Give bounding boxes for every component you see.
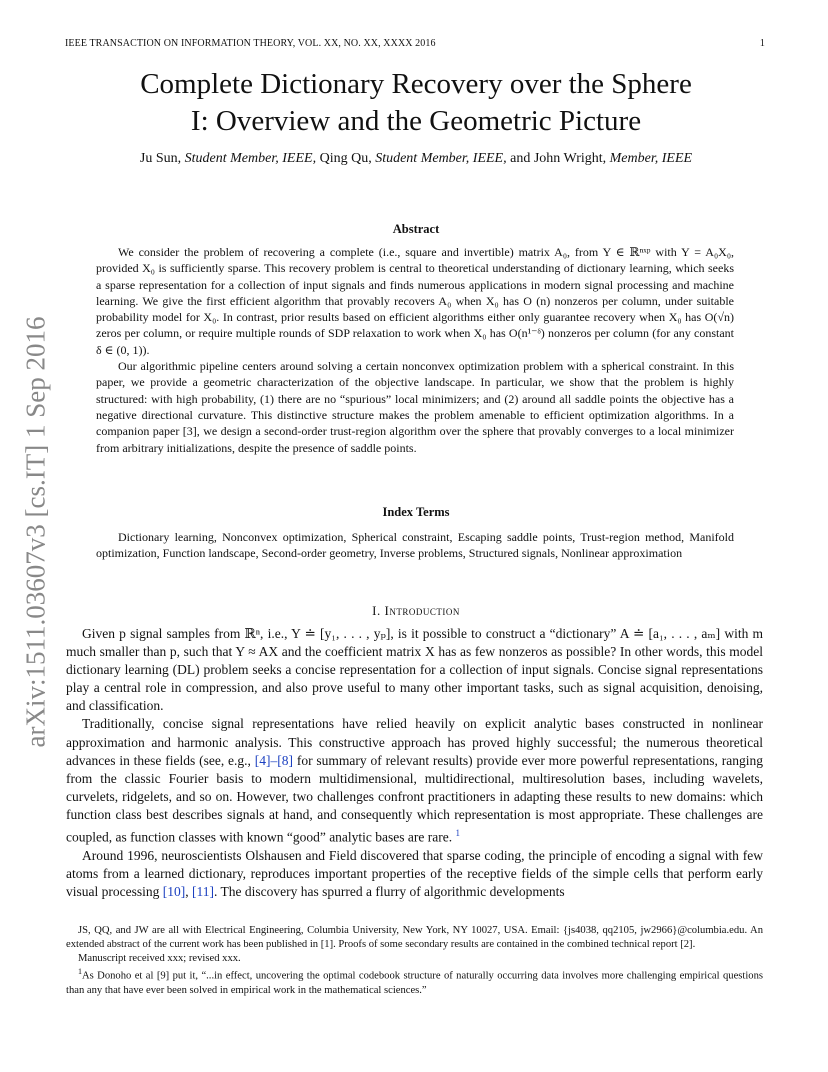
section-number: I.: [372, 603, 381, 618]
title-line-1: Complete Dictionary Recovery over the Sphere: [140, 68, 692, 100]
introduction-body: [66, 625, 763, 901]
abstract: [96, 244, 734, 456]
abstract-paragraph-2: Our algorithmic pipeline centers around solving a certain nonconvex optimization problem with a spherical constraint. In this paper, we provide a geometric characterization of the objective landscape. In particular, we show that the problem is highly structured: with high probability, (1) there are no “spurious” local minimizers; and (2) around all saddle points the objective has a negative directional curvature. This distinctive structure makes the problem amenable to efficient optimization algorithms. In a companion paper [3], we design a second-order trust-region algorithm over the sphere that provably converges to a local minimizer from arbitrary initializations, despite the presence of saddle points.: [96, 359, 734, 455]
citation-link-10[interactable]: [10]: [162, 883, 186, 899]
intro-p3-sep: ,: [185, 883, 192, 899]
author-2: Qing Qu,: [319, 151, 372, 166]
intro-paragraph-1: Given p signal samples from ℝⁿ, i.e., Y ≐ [y₁, . . . , yₚ], is it possible to construct a “dictionary” A ≐ [a₁, . . . , aₘ] with m much smaller than p, such that Y ≈ AX and the coefficient matrix X has as few nonzeros as possible? In other words, this model dictionary learning (DL) problem seeks a concise representation for a collection of input signals. Concise signal representations play a central role in compression, and also prove useful to many other important tasks, such as signal acquisition, denoising, and classification.: [66, 626, 763, 714]
footnote-1: [66, 965, 763, 997]
author-1-role: Student Member, IEEE,: [184, 151, 317, 166]
citation-link-4-8[interactable]: [4]–[8]: [254, 752, 293, 768]
intro-paragraph-2: [66, 715, 763, 846]
intro-paragraph-3: [66, 847, 763, 901]
index-terms: [96, 529, 734, 562]
abstract-paragraph-1: We consider the problem of recovering a complete (i.e., square and invertible) matrix A₀, from Y ∈ ℝⁿˣᵖ with Y = A₀X₀, provided X₀ is sufficiently sparse. This recovery problem is central to theoretical understanding of dictionary learning, which seeks a sparse representation for a collection of input signals and finds numerous applications in modern signal processing and machine learning. We give the first efficient algorithm that provably recovers A₀ when X₀ has O (n) nonzeros per column, under suitable probability model for X₀. In contrast, prior results based on efficient algorithms either only guarantee recovery when X₀ has O(√n) zeros per column, or require multiple rounds of SDP relaxation to work when X₀ has O(n¹⁻ᵟ) nonzeros per column (for any constant δ ∈ (0, 1)).: [96, 245, 734, 357]
arxiv-stamp-text: arXiv:1511.03607v3 [cs.IT] 1 Sep 2016: [20, 316, 51, 748]
abstract-heading: Abstract: [392, 222, 440, 236]
footnote-affiliation: JS, QQ, and JW are all with Electrical Engineering, Columbia University, New York, NY 10027, USA. Email: {js4038, qq2105, jw2966}@columbia.edu. An extended abstract of the current work has been published in [1]. Proofs of some secondary results are contained in the combined technical report [2].: [66, 925, 763, 950]
section-title: Introduction: [384, 603, 460, 618]
arxiv-stamp: [12, 298, 60, 766]
intro-p2-text-b: for summary of relevant results) provide ever more powerful representations, ranging from the classic Fourier basis to modern multidimensional, multidirectional, multiresolution bases, including wavelets, curvelets, ridgelets, and so on. However, two challenges confront practitioners in adapting these results to new domains: which function class best describes signals at hand, and consequently which representation is most appropriate. These challenges are coupled, as function classes with known “good” analytic bases are rare.: [66, 752, 763, 845]
intro-p2-text-a: Traditionally, concise signal representations have relied heavily on explicit analytic bases constructed in nonlinear approximation and harmonic analysis. This constructive approach has proved highly successful; the numerous theoretical advances in these fields (see, e.g.,: [66, 716, 763, 768]
footnote-link-1[interactable]: 1: [455, 828, 460, 839]
title-line-2: I: Overview and the Geometric Picture: [190, 105, 642, 137]
section-heading: [66, 603, 766, 619]
footnote-1-mark: 1: [78, 967, 82, 977]
author-3-role: Member, IEEE: [609, 151, 693, 166]
intro-p3-text-b: . The discovery has spurred a flurry of algorithmic developments: [214, 883, 565, 899]
author-list: [66, 151, 766, 167]
index-terms-text: Dictionary learning, Nonconvex optimization, Spherical constraint, Escaping saddle points, Trust-region method, Manifold optimization, Function landscape, Second-order geometry, Inverse problems, Structured signals, Nonlinear approximation: [96, 530, 734, 561]
index-terms-heading: Index Terms: [382, 505, 450, 519]
page-number: 1: [759, 38, 765, 49]
author-1: Ju Sun,: [139, 151, 182, 166]
citation-link-11[interactable]: [11]: [192, 883, 214, 899]
running-head: [65, 38, 765, 49]
footnote-1-text: As Donoho et al [9] put it, “...in effect, uncovering the optimal codebook structure of naturally occurring data involves more challenging empirical questions than any that have ever been solved in empirical work in the mathematical sciences.”: [66, 970, 763, 996]
intro-p3-text-a: Around 1996, neuroscientists Olshausen and Field discovered that sparse coding, the principle of encoding a signal with few atoms from a learned dictionary, reproduces important properties of the receptive fields of the simple cells that perform early visual processing: [66, 847, 763, 899]
footnote-received: Manuscript received xxx; revised xxx.: [78, 952, 241, 964]
footnotes: [66, 924, 763, 998]
paper-title: [66, 66, 766, 140]
author-2-role: Student Member, IEEE,: [375, 151, 507, 166]
author-3: and John Wright,: [510, 151, 607, 166]
journal-header: IEEE TRANSACTION ON INFORMATION THEORY, VOL. XX, NO. XX, XXXX 2016: [65, 38, 436, 49]
